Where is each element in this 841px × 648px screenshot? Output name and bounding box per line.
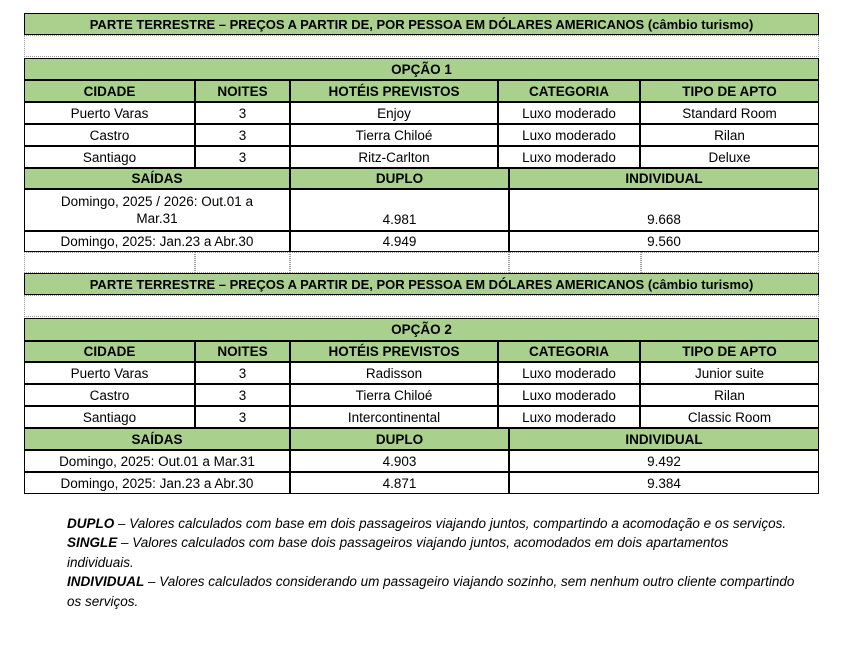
cell-categoria: Luxo moderado bbox=[498, 102, 640, 124]
cell-tipo-apto: Deluxe bbox=[640, 146, 819, 168]
section-title: PARTE TERRESTRE – PREÇOS A PARTIR DE, POR PESSOA EM DÓLARES AMERICANOS (câmbio turismo) bbox=[24, 13, 819, 35]
cell-noites: 3 bbox=[195, 102, 290, 124]
cell-hotel: Radisson bbox=[290, 362, 498, 384]
cell-cidade: Santiago bbox=[24, 146, 195, 168]
cell-cidade: Castro bbox=[24, 384, 195, 406]
note-text: – Valores calculados com base dois passageiros viajando juntos, acomodados em dois apartamentos individuais. bbox=[67, 535, 729, 570]
hotel-row bbox=[24, 362, 819, 384]
cell-cidade: Santiago bbox=[24, 406, 195, 428]
header-noites: NOITES bbox=[195, 80, 290, 102]
cell-categoria: Luxo moderado bbox=[498, 124, 640, 146]
cell-individual: 9.384 bbox=[509, 472, 819, 494]
note-term: INDIVIDUAL bbox=[67, 574, 145, 590]
section-block-2 bbox=[24, 273, 819, 495]
cell-tipo-apto: Classic Room bbox=[640, 406, 819, 428]
cell-hotel: Intercontinental bbox=[290, 406, 498, 428]
cell-cidade: Puerto Varas bbox=[24, 102, 195, 124]
header-tipo-apto: TIPO DE APTO bbox=[640, 80, 819, 102]
price-header-row bbox=[24, 428, 819, 450]
header-cidade: CIDADE bbox=[24, 80, 195, 102]
header-cidade: CIDADE bbox=[24, 341, 195, 362]
notes-section bbox=[67, 514, 797, 611]
cell-individual: 9.560 bbox=[509, 231, 819, 252]
spacer-row bbox=[24, 252, 819, 273]
cell-noites: 3 bbox=[195, 146, 290, 168]
header-hoteis: HOTÉIS PREVISTOS bbox=[290, 341, 498, 362]
note-single bbox=[67, 533, 797, 572]
spacer-cell bbox=[641, 252, 819, 273]
header-saidas: SAÍDAS bbox=[24, 168, 290, 189]
cell-duplo: 4.903 bbox=[290, 450, 509, 472]
price-header-row bbox=[24, 168, 819, 189]
cell-saida: Domingo, 2025 / 2026: Out.01 a Mar.31 bbox=[24, 189, 290, 231]
cell-categoria: Luxo moderado bbox=[498, 406, 640, 428]
option-title: OPÇÃO 2 bbox=[24, 318, 819, 341]
spacer-cell bbox=[290, 252, 509, 273]
hotel-header-row bbox=[24, 80, 819, 102]
cell-saida: Domingo, 2025: Jan.23 a Abr.30 bbox=[24, 231, 290, 252]
hotel-header-row bbox=[24, 341, 819, 362]
note-text: – Valores calculados com base em dois passageiros viajando juntos, compartindo a acomodação e os serviços. bbox=[114, 516, 787, 531]
header-categoria: CATEGORIA bbox=[498, 80, 640, 102]
hotel-row bbox=[24, 406, 819, 428]
cell-cidade: Puerto Varas bbox=[24, 362, 195, 384]
hotel-row bbox=[24, 102, 819, 124]
note-term: SINGLE bbox=[67, 535, 118, 551]
section-title: PARTE TERRESTRE – PREÇOS A PARTIR DE, POR PESSOA EM DÓLARES AMERICANOS (câmbio turismo) bbox=[24, 273, 819, 295]
header-noites: NOITES bbox=[195, 341, 290, 362]
cell-hotel: Tierra Chiloé bbox=[290, 124, 498, 146]
cell-individual: 9.492 bbox=[509, 450, 819, 472]
cell-duplo: 4.981 bbox=[290, 189, 509, 231]
cell-duplo: 4.871 bbox=[290, 472, 509, 494]
spacer-cell bbox=[509, 252, 641, 273]
note-individual bbox=[67, 572, 797, 611]
header-duplo: DUPLO bbox=[290, 428, 509, 450]
section-block-1 bbox=[24, 13, 819, 293]
spacer-row bbox=[24, 35, 819, 57]
cell-tipo-apto: Junior suite bbox=[640, 362, 819, 384]
header-duplo: DUPLO bbox=[290, 168, 509, 189]
cell-duplo: 4.949 bbox=[290, 231, 509, 252]
cell-noites: 3 bbox=[195, 384, 290, 406]
cell-cidade: Castro bbox=[24, 124, 195, 146]
hotel-row bbox=[24, 146, 819, 168]
spacer-cell bbox=[24, 252, 195, 273]
cell-categoria: Luxo moderado bbox=[498, 384, 640, 406]
cell-individual: 9.668 bbox=[509, 189, 819, 231]
hotel-row bbox=[24, 124, 819, 146]
cell-saida: Domingo, 2025: Out.01 a Mar.31 bbox=[24, 450, 290, 472]
cell-tipo-apto: Rilan bbox=[640, 384, 819, 406]
cell-tipo-apto: Standard Room bbox=[640, 102, 819, 124]
header-individual: INDIVIDUAL bbox=[509, 428, 819, 450]
cell-noites: 3 bbox=[195, 362, 290, 384]
price-row bbox=[24, 189, 819, 231]
header-hoteis: HOTÉIS PREVISTOS bbox=[290, 80, 498, 102]
header-categoria: CATEGORIA bbox=[498, 341, 640, 362]
cell-saida: Domingo, 2025: Jan.23 a Abr.30 bbox=[24, 472, 290, 494]
cell-tipo-apto: Rilan bbox=[640, 124, 819, 146]
cell-categoria: Luxo moderado bbox=[498, 362, 640, 384]
spacer-cell bbox=[195, 252, 290, 273]
price-row bbox=[24, 472, 819, 494]
cell-hotel: Tierra Chiloé bbox=[290, 384, 498, 406]
note-text: – Valores calculados considerando um passageiro viajando sozinho, sem nenhum outro cliente compartindo os serviços. bbox=[67, 574, 795, 609]
price-row bbox=[24, 231, 819, 252]
hotel-row bbox=[24, 384, 819, 406]
header-saidas: SAÍDAS bbox=[24, 428, 290, 450]
cell-noites: 3 bbox=[195, 406, 290, 428]
spacer-row bbox=[24, 295, 819, 317]
header-individual: INDIVIDUAL bbox=[509, 168, 819, 189]
note-duplo bbox=[67, 514, 797, 533]
price-row bbox=[24, 450, 819, 472]
cell-hotel: Ritz-Carlton bbox=[290, 146, 498, 168]
cell-noites: 3 bbox=[195, 124, 290, 146]
option-title: OPÇÃO 1 bbox=[24, 58, 819, 80]
header-tipo-apto: TIPO DE APTO bbox=[640, 341, 819, 362]
cell-categoria: Luxo moderado bbox=[498, 146, 640, 168]
note-term: DUPLO bbox=[67, 516, 115, 531]
cell-hotel: Enjoy bbox=[290, 102, 498, 124]
